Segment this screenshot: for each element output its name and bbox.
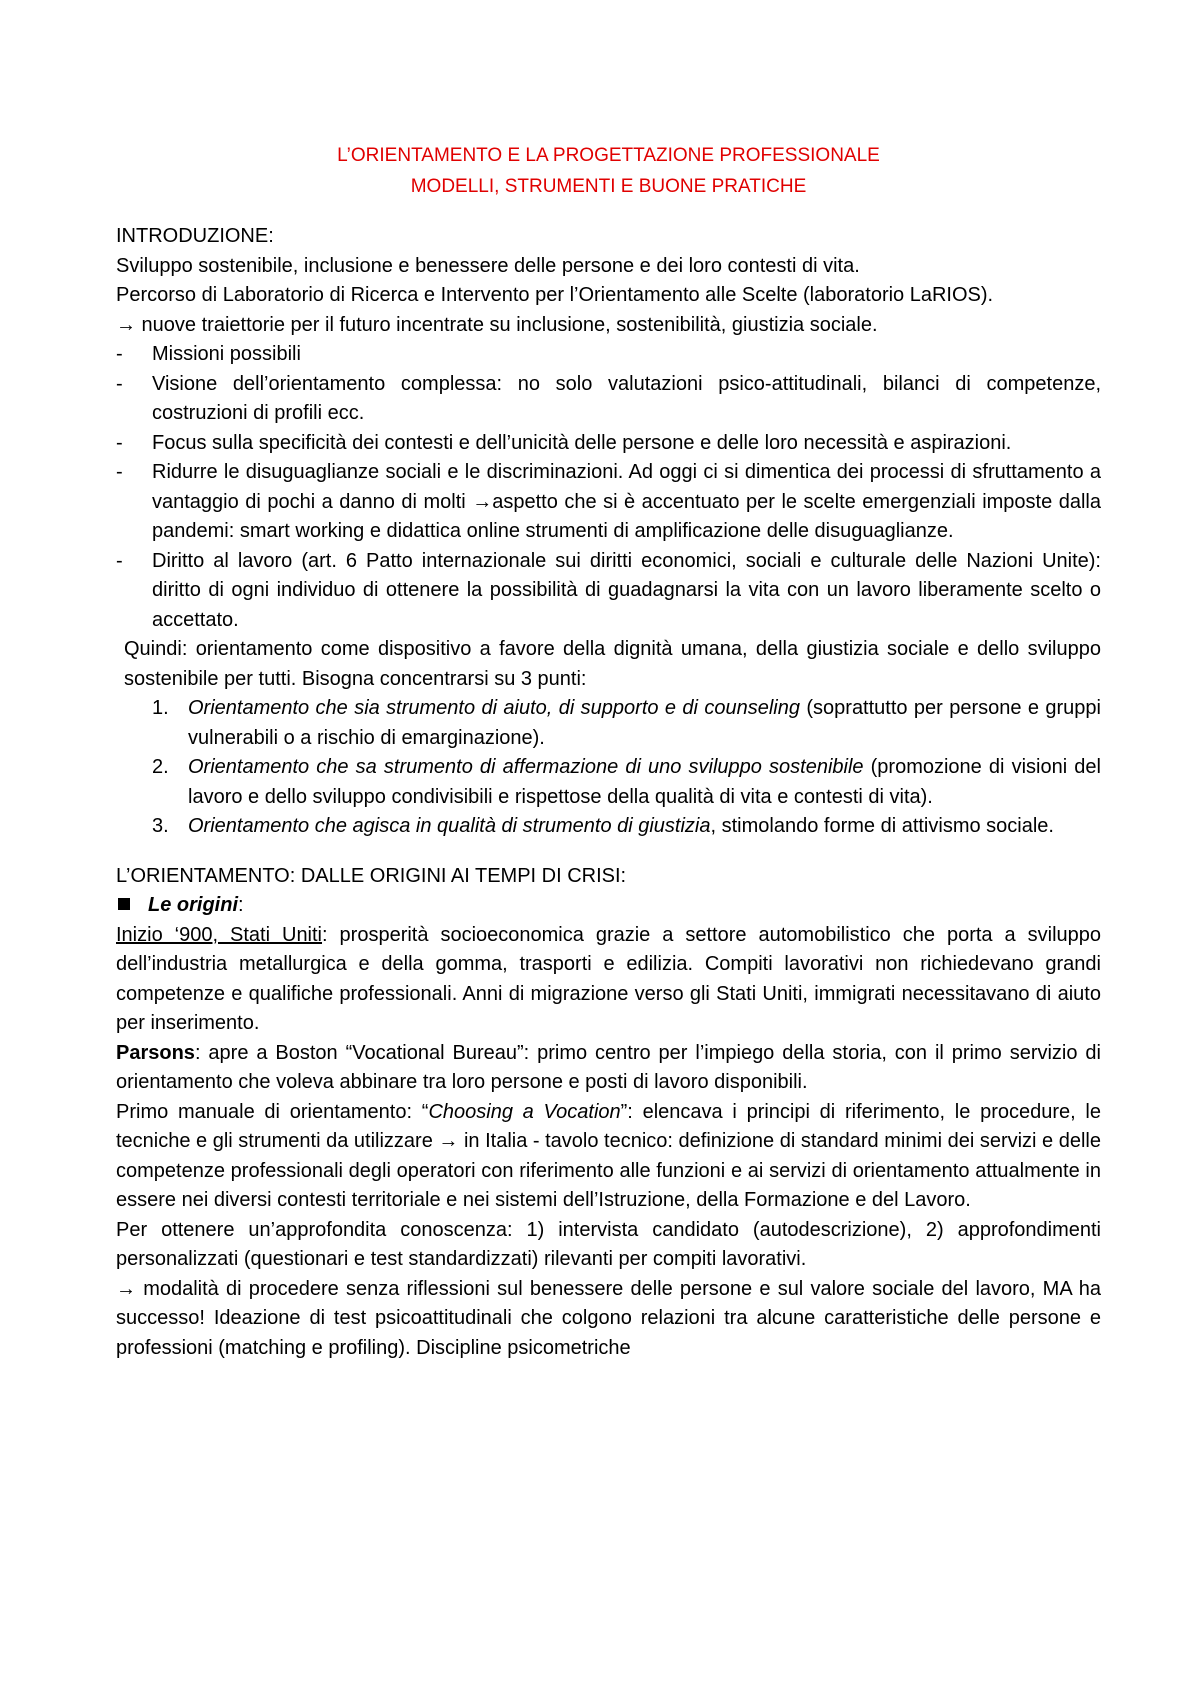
point-number: 1.	[152, 697, 169, 719]
bold-name: Parsons	[116, 1041, 195, 1064]
numbered-points	[116, 694, 1101, 842]
document-title	[116, 140, 1101, 202]
subsection-heading	[116, 891, 1101, 921]
section-2-paragraph-1	[116, 921, 1101, 1039]
italic-title: Choosing a Vocation	[428, 1100, 621, 1123]
paragraph-text: Primo manuale di orientamento: “	[116, 1100, 429, 1123]
point-italic: Orientamento che sa strumento di affermazione di uno sviluppo sostenibile	[188, 756, 864, 778]
point-number: 3.	[152, 815, 169, 837]
quindi-paragraph: Quindi: orientamento come dispositivo a favore della dignità umana, della giustizia sociale e dello sviluppo sostenibile per tutti. Bisogna concentrarsi su 3 punti:	[124, 638, 1101, 690]
square-bullet-icon	[118, 898, 130, 910]
paragraph-text: : apre a Boston “Vocational Bureau”: primo centro per l’impiego della storia, con il primo servizio di orientamento che voleva abbinare tra loro persone e posti di lavoro disponibili.	[116, 1041, 1101, 1093]
section-2-heading: L’ORIENTAMENTO: DALLE ORIGINI AI TEMPI DI CRISI:	[116, 864, 627, 887]
list-item: - Visione dell’orientamento complessa: no solo valutazioni psico-attitudinali, bilanci di competenze, costruzioni di profili ecc.	[116, 370, 1101, 429]
point-text: (soprattutto per persone e gruppi vulnerabili o a rischio di emarginazione).	[188, 697, 1101, 749]
list-item: - Missioni possibili	[116, 340, 1101, 370]
document-page	[116, 140, 1101, 1363]
point-number: 2.	[152, 756, 169, 778]
point-italic: Orientamento che agisca in qualità di strumento di giustizia	[188, 815, 711, 837]
list-item	[116, 753, 1101, 812]
list-item: - Ridurre le disuguaglianze sociali e le discriminazioni. Ad oggi ci si dimentica dei processi di sfruttamento a vantaggio di pochi a danno di molti →aspetto che si è accentuato per le scelte emergenziali imposte dalla pandemi: smart working e didattica online strumenti di amplificazione delle disuguaglianze.	[116, 458, 1101, 547]
point-text: , stimolando forme di attivismo sociale.	[710, 815, 1054, 837]
underlined-phrase: Inizio ‘900, Stati Uniti	[116, 923, 323, 946]
title-line-1: L’ORIENTAMENTO E LA PROGETTAZIONE PROFESSIONALE	[337, 145, 880, 166]
section-2-paragraph-5: → modalità di procedere senza riflessioni sul benessere delle persone e sul valore sociale del lavoro, MA ha successo! Ideazione di test psicoattitudinali che colgono relazioni tra alcune caratteristiche delle persone e professioni (matching e profiling). Discipline psicometriche	[116, 1277, 1101, 1359]
paragraph-text: : prosperità socioeconomica grazie a settore automobilistico che porta a sviluppo dell’industria metallurgica e della gomma, trasporti e edilizia. Compiti lavorativi non richiedevano grandi competenze e qualifiche professionali. Anni di migrazione verso gli Stati Uniti, immigrati necessitavano di aiuto per inserimento.	[116, 923, 1101, 1034]
intro-paragraph-3: → nuove traiettorie per il futuro incentrate su inclusione, sostenibilità, giustizia sociale.	[116, 313, 878, 336]
intro-bullet-list	[116, 340, 1101, 635]
title-line-2: MODELLI, STRUMENTI E BUONE PRATICHE	[410, 176, 807, 197]
intro-paragraph-2: Percorso di Laboratorio di Ricerca e Intervento per l’Orientamento alle Scelte (laboratorio LaRIOS).	[116, 284, 994, 306]
list-item: - Focus sulla specificità dei contesti e dell’unicità delle persone e delle loro necessità e aspirazioni.	[116, 429, 1101, 459]
section-2-paragraph-2	[116, 1039, 1101, 1098]
subsection-colon: :	[238, 894, 244, 916]
intro-paragraph-1: Sviluppo sostenibile, inclusione e benessere delle persone e dei loro contesti di vita.	[116, 254, 860, 277]
intro-heading: INTRODUZIONE:	[116, 225, 274, 247]
list-item	[116, 694, 1101, 753]
list-item: - Diritto al lavoro (art. 6 Patto internazionale sui diritti economici, sociali e culturale delle Nazioni Unite): diritto di ogni individuo di ottenere la possibilità di guadagnarsi la vita con un lavoro liberamente scelto o accettato.	[116, 547, 1101, 636]
paragraph-text: ”: elencava i principi di riferimento, le procedure, le tecniche e gli strumenti da utilizzare → in Italia - tavolo tecnico: definizione di standard minimi dei servizi e delle competenze professionali degli operatori con riferimento alle funzioni e ai servizi di orientamento attualmente in essere nei diversi contesti territoriale e nei sistemi dell’Istruzione, della Formazione e del Lavoro.	[116, 1100, 1101, 1211]
subsection-label: Le origini	[148, 894, 238, 916]
point-text: (promozione di visioni del lavoro e dello sviluppo condivisibili e rispettose della qualità di vita e contesti di vita).	[188, 756, 1101, 808]
section-2-paragraph-3	[116, 1098, 1101, 1216]
section-2-paragraph-4: Per ottenere un’approfondita conoscenza: 1) intervista candidato (autodescrizione), 2) approfondimenti personalizzati (questionari e test standardizzati) rilevanti per compiti lavorativi.	[116, 1218, 1101, 1270]
list-item	[116, 812, 1101, 842]
point-italic: Orientamento che sia strumento di aiuto, di supporto e di counseling	[188, 697, 800, 719]
